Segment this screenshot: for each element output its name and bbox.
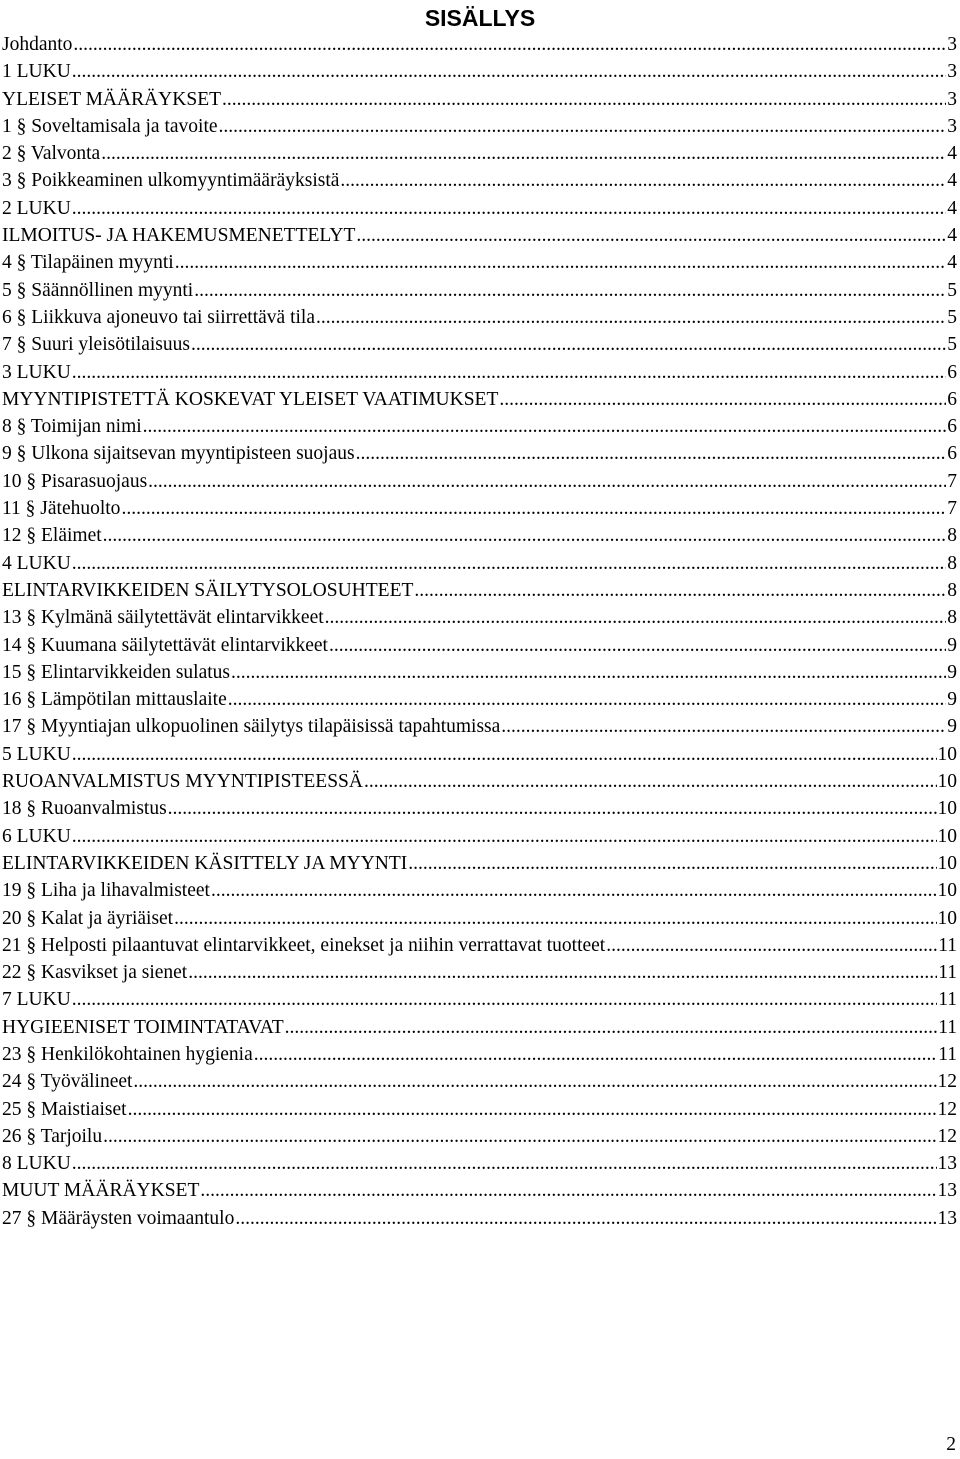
toc-entry[interactable] [2, 495, 957, 522]
toc-entry-page: 11 [938, 1043, 957, 1065]
toc-entry[interactable] [2, 113, 957, 140]
toc-entry-text: 21 § Helposti pilaantuvat elintarvikkeet, einekset ja niihin verrattavat tuotteet [2, 934, 606, 956]
toc-entry-page: 8 [947, 552, 957, 574]
toc-entry-text: 5 LUKU [2, 743, 71, 765]
toc-entry[interactable] [2, 440, 957, 467]
toc-entry[interactable] [2, 850, 957, 877]
toc-dot-leader [606, 932, 937, 959]
toc-dot-leader [72, 1150, 937, 1177]
toc-entry-text: RUOANVALMISTUS MYYNTIPISTEESSÄ [2, 771, 363, 793]
toc-entry-page: 6 [947, 361, 957, 383]
toc-entry-page: 13 [937, 1207, 957, 1229]
toc-entry-page: 6 [947, 416, 957, 438]
toc-dot-leader [231, 659, 946, 686]
toc-dot-leader [103, 522, 947, 549]
toc-entry[interactable] [2, 659, 957, 686]
toc-dot-leader [414, 577, 946, 604]
toc-entry[interactable] [2, 877, 957, 904]
toc-entry[interactable] [2, 1123, 957, 1150]
toc-entry-text: 27 § Määräysten voimaantulo [2, 1207, 235, 1229]
toc-entry-text: 18 § Ruoanvalmistus [2, 798, 167, 820]
toc-entry-page: 13 [937, 1180, 957, 1202]
toc-entry[interactable] [2, 140, 957, 167]
toc-entry-page: 10 [937, 852, 957, 874]
toc-entry-text: 2 LUKU [2, 197, 71, 219]
toc-entry-page: 4 [947, 225, 957, 247]
toc-entry-page: 12 [937, 1098, 957, 1120]
toc-entry-text: HYGIEENISET TOIMINTATAVAT [2, 1016, 284, 1038]
toc-dot-leader [356, 222, 946, 249]
toc-entry[interactable] [2, 304, 957, 331]
toc-entry-text: ELINTARVIKKEIDEN SÄILYTYSOLOSUHTEET [2, 579, 414, 601]
toc-entry-page: 10 [937, 743, 957, 765]
toc-entry[interactable] [2, 331, 957, 358]
toc-entry-page: 9 [947, 634, 957, 656]
toc-entry-text: 10 § Pisarasuojaus [2, 470, 148, 492]
toc-entry[interactable] [2, 386, 957, 413]
toc-entry[interactable] [2, 58, 957, 85]
toc-dot-leader [72, 823, 937, 850]
toc-entry-text: Johdanto [2, 34, 73, 55]
toc-dot-leader [285, 1014, 938, 1041]
toc-entry-text: 19 § Liha ja lihavalmisteet [2, 880, 210, 902]
toc-entry[interactable] [2, 1014, 957, 1041]
toc-entry[interactable] [2, 986, 957, 1013]
table-of-contents [2, 31, 957, 1232]
toc-entry[interactable] [2, 86, 957, 113]
toc-entry-text: 6 LUKU [2, 825, 71, 847]
toc-entry[interactable] [2, 686, 957, 713]
toc-entry-page: 11 [938, 989, 957, 1011]
toc-entry[interactable] [2, 195, 957, 222]
toc-dot-leader [121, 495, 946, 522]
toc-dot-leader [191, 331, 946, 358]
toc-entry-text: 3 LUKU [2, 361, 71, 383]
toc-entry-text: MUUT MÄÄRÄYKSET [2, 1180, 200, 1202]
toc-entry-text: 23 § Henkilökohtainen hygienia [2, 1043, 253, 1065]
toc-entry-text: 16 § Lämpötilan mittauslaite [2, 689, 227, 711]
toc-entry-text: 1 § Soveltamisala ja tavoite [2, 115, 218, 137]
toc-entry[interactable] [2, 1068, 957, 1095]
toc-entry-text: ILMOITUS- JA HAKEMUSMENETTELYT [2, 225, 356, 247]
toc-entry-page: 3 [947, 34, 957, 55]
toc-dot-leader [211, 877, 937, 904]
toc-dot-leader [174, 905, 936, 932]
toc-dot-leader [501, 713, 946, 740]
toc-entry[interactable] [2, 468, 957, 495]
toc-entry-page: 6 [947, 388, 957, 410]
toc-entry[interactable] [2, 959, 957, 986]
toc-entry[interactable] [2, 277, 957, 304]
toc-dot-leader [143, 413, 947, 440]
toc-entry[interactable] [2, 768, 957, 795]
toc-dot-leader [72, 58, 946, 85]
toc-dot-leader [103, 1123, 936, 1150]
toc-dot-leader [219, 113, 947, 140]
toc-entry[interactable] [2, 932, 957, 959]
toc-dot-leader [128, 1096, 937, 1123]
toc-entry[interactable] [2, 413, 957, 440]
toc-dot-leader [72, 195, 946, 222]
toc-entry-page: 8 [947, 525, 957, 547]
toc-dot-leader [72, 550, 946, 577]
toc-entry-page: 5 [947, 306, 957, 328]
toc-dot-leader [175, 249, 947, 276]
toc-entry-page: 6 [947, 443, 957, 465]
toc-dot-leader [168, 795, 937, 822]
toc-entry-page: 11 [938, 1016, 957, 1038]
toc-entry-text: 1 LUKU [2, 61, 71, 83]
toc-entry-page: 13 [937, 1153, 957, 1175]
toc-dot-leader [325, 604, 947, 631]
toc-entry-page: 11 [938, 934, 957, 956]
toc-entry[interactable] [2, 1177, 957, 1204]
toc-entry-page: 3 [947, 61, 957, 83]
toc-entry-page: 3 [947, 115, 957, 137]
toc-entry-text: 4 LUKU [2, 552, 71, 574]
toc-entry[interactable] [2, 604, 957, 631]
toc-entry-page: 10 [937, 798, 957, 820]
toc-entry-page: 9 [947, 689, 957, 711]
toc-entry[interactable] [2, 31, 957, 58]
toc-entry-page: 7 [947, 498, 957, 520]
toc-dot-leader [200, 1177, 936, 1204]
toc-entry-text: 22 § Kasvikset ja sienet [2, 962, 188, 984]
toc-entry-text: 7 § Suuri yleisötilaisuus [2, 334, 190, 356]
toc-dot-leader [499, 386, 946, 413]
page-number: 2 [946, 1434, 956, 1455]
toc-entry-page: 5 [947, 279, 957, 301]
toc-entry-text: 26 § Tarjoilu [2, 1125, 103, 1147]
toc-entry-page: 10 [937, 880, 957, 902]
toc-entry-page: 7 [947, 470, 957, 492]
toc-dot-leader [254, 1041, 937, 1068]
toc-dot-leader [316, 304, 946, 331]
toc-entry[interactable] [2, 823, 957, 850]
toc-entry[interactable] [2, 713, 957, 740]
toc-dot-leader [101, 140, 946, 167]
toc-entry[interactable] [2, 1096, 957, 1123]
toc-entry[interactable] [2, 577, 957, 604]
toc-entry-text: 15 § Elintarvikkeiden sulatus [2, 661, 231, 683]
toc-entry-page: 9 [947, 716, 957, 738]
toc-entry[interactable] [2, 550, 957, 577]
toc-entry-text: 6 § Liikkuva ajoneuvo tai siirrettävä tila [2, 306, 315, 328]
toc-entry[interactable] [2, 359, 957, 386]
toc-entry[interactable] [2, 795, 957, 822]
toc-dot-leader [73, 31, 946, 58]
toc-entry-page: 10 [937, 825, 957, 847]
toc-entry-text: 17 § Myyntiajan ulkopuolinen säilytys tilapäisissä tapahtumissa [2, 716, 501, 738]
toc-dot-leader [235, 1205, 936, 1232]
toc-entry[interactable] [2, 632, 957, 659]
toc-entry[interactable] [2, 1041, 957, 1068]
toc-entry-text: 24 § Työvälineet [2, 1071, 133, 1093]
toc-entry-text: 14 § Kuumana säilytettävät elintarvikkeet [2, 634, 328, 656]
toc-entry-page: 12 [937, 1071, 957, 1093]
toc-entry-page: 4 [947, 252, 957, 274]
toc-entry[interactable] [2, 167, 957, 194]
toc-entry-page: 4 [947, 143, 957, 165]
toc-entry[interactable] [2, 222, 957, 249]
toc-dot-leader [188, 959, 937, 986]
toc-entry-text: 2 § Valvonta [2, 143, 101, 165]
toc-entry-page: 9 [947, 661, 957, 683]
toc-entry-text: 12 § Eläimet [2, 525, 102, 547]
toc-entry-page: 11 [938, 962, 957, 984]
toc-entry[interactable] [2, 1205, 957, 1232]
toc-entry-text: 3 § Poikkeaminen ulkomyyntimääräyksistä [2, 170, 340, 192]
toc-entry[interactable] [2, 522, 957, 549]
toc-dot-leader [72, 741, 937, 768]
toc-dot-leader [222, 86, 946, 113]
toc-entry-text: 13 § Kylmänä säilytettävät elintarvikkeet [2, 607, 324, 629]
toc-dot-leader [194, 277, 946, 304]
toc-dot-leader [72, 359, 946, 386]
toc-entry-text: 9 § Ulkona sijaitsevan myyntipisteen suojaus [2, 443, 355, 465]
toc-entry-page: 10 [937, 907, 957, 929]
toc-title: SISÄLLYS [424, 5, 536, 31]
toc-entry-page: 4 [947, 170, 957, 192]
toc-entry-page: 3 [947, 88, 957, 110]
toc-entry-text: YLEISET MÄÄRÄYKSET [2, 88, 222, 110]
toc-entry-text: MYYNTIPISTETTÄ KOSKEVAT YLEISET VAATIMUKSET [2, 388, 499, 410]
toc-dot-leader [408, 850, 936, 877]
toc-dot-leader [228, 686, 947, 713]
toc-entry[interactable] [2, 905, 957, 932]
toc-dot-leader [133, 1068, 936, 1095]
toc-entry-text: 5 § Säännöllinen myynti [2, 279, 194, 301]
toc-entry-text: 8 LUKU [2, 1153, 71, 1175]
toc-entry-text: 25 § Maistiaiset [2, 1098, 127, 1120]
toc-entry[interactable] [2, 249, 957, 276]
toc-entry-page: 8 [947, 607, 957, 629]
toc-entry-page: 5 [947, 334, 957, 356]
toc-entry-text: 20 § Kalat ja äyriäiset [2, 907, 174, 929]
toc-dot-leader [329, 632, 946, 659]
toc-entry-text: ELINTARVIKKEIDEN KÄSITTELY JA MYYNTI [2, 852, 408, 874]
toc-entry-text: 4 § Tilapäinen myynti [2, 252, 174, 274]
toc-entry-page: 12 [937, 1125, 957, 1147]
toc-dot-leader [72, 986, 937, 1013]
toc-entry-page: 4 [947, 197, 957, 219]
toc-entry[interactable] [2, 741, 957, 768]
toc-dot-leader [148, 468, 946, 495]
toc-entry[interactable] [2, 1150, 957, 1177]
toc-entry-page: 8 [947, 579, 957, 601]
toc-entry-text: 11 § Jätehuolto [2, 498, 121, 520]
toc-entry-page: 10 [937, 771, 957, 793]
toc-dot-leader [340, 167, 946, 194]
toc-entry-text: 8 § Toimijan nimi [2, 416, 142, 438]
toc-dot-leader [356, 440, 947, 467]
toc-dot-leader [364, 768, 937, 795]
toc-entry-text: 7 LUKU [2, 989, 71, 1011]
